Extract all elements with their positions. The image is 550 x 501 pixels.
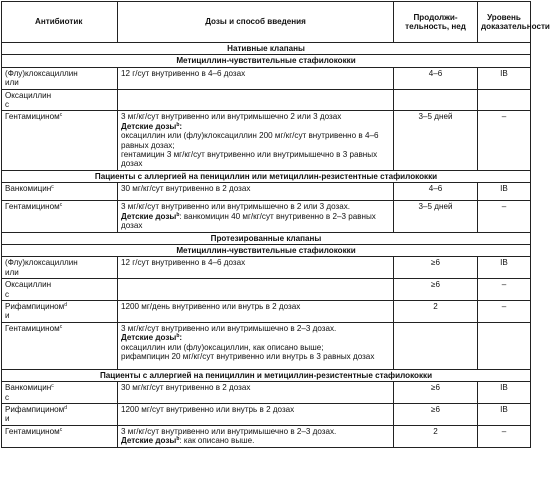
duration-cell: 3–5 дней [394, 111, 478, 170]
section-prosthetic-mss: Метициллин-чувствительные стафилококки [2, 244, 531, 256]
dose-text: 3 мг/кг/сут внутривенно или внутримышечно в 2–3 дозах. [121, 426, 337, 436]
table-row [2, 183, 531, 201]
dosing-table-document [1, 1, 550, 501]
evidence-cell: – [478, 111, 531, 170]
duration-cell: 2 [394, 425, 478, 447]
dose-cell [118, 425, 394, 447]
table-row [2, 201, 531, 232]
dose-text: 3 мг/кг/сут внутривенно или внутримышечно 2 или 3 дозах [121, 112, 342, 122]
drug-conjunction: или [5, 78, 19, 88]
footnote-mark: b [176, 333, 180, 340]
dose-text: : ванкомицин 40 мг/кг/сут внутривенно в 2–3 равных дозах [121, 211, 376, 231]
footnote-mark: b [176, 121, 180, 128]
drug-conjunction: и [5, 311, 10, 321]
pediatric-dose-label: Детские дозы [121, 436, 177, 446]
table-row [2, 257, 531, 279]
dose-text: рифампицин 20 мг/кг/сут внутривенно или внутрь в 3 равных дозах [121, 351, 375, 361]
dose-cell: 1200 мг/сут внутривенно или внутрь в 2 дозах [118, 403, 394, 425]
drug-name: Ванкомицин [5, 383, 52, 393]
drug-cell [2, 183, 118, 201]
duration-cell: 3–5 дней [394, 201, 478, 232]
duration-cell: ≥6 [394, 257, 478, 279]
drug-cell [2, 382, 118, 404]
pediatric-dose-label: Детские дозы [121, 333, 177, 343]
footnote-mark: b [176, 436, 180, 443]
footnote-mark: c [59, 112, 63, 119]
table-row [2, 67, 531, 89]
drug-conjunction: с [5, 289, 10, 299]
table-row [2, 382, 531, 404]
dose-cell: 12 г/сут внутривенно в 4–6 дозах [118, 257, 394, 279]
dose-cell [118, 322, 394, 369]
drug-name: Ванкомицин [5, 184, 52, 194]
dose-cell: 1200 мг/день внутривенно или внутрь в 2 дозах [118, 300, 394, 322]
drug-name: Рифампицином [5, 301, 65, 311]
duration-cell: 4–6 [394, 183, 478, 201]
evidence-cell: – [478, 279, 531, 301]
section-prosthetic-valves: Протезированные клапаны [2, 232, 531, 244]
footnote-mark: c [51, 184, 54, 191]
pediatric-colon: : [179, 121, 183, 131]
pediatric-dose-label: Детские дозы [121, 121, 177, 131]
header-antibiotic: Антибиотик [2, 2, 118, 43]
section-native-valves: Нативные клапаны [2, 43, 531, 55]
dose-cell [118, 111, 394, 170]
pediatric-dose-label: Детские дозы [121, 211, 177, 221]
dose-cell [118, 89, 394, 111]
table-row [2, 403, 531, 425]
drug-conjunction: с [5, 392, 10, 402]
drug-name: Рифампицином [5, 404, 65, 414]
dose-text: 3 мг/кг/сут внутривенно или внутримышечно в 2–3 дозах. [121, 323, 337, 333]
table-row [2, 111, 531, 170]
duration-cell: ≥6 [394, 279, 478, 301]
footnote-mark: c [51, 383, 54, 390]
evidence-cell: IB [478, 403, 531, 425]
footnote-mark: c [59, 323, 63, 330]
drug-name: Оксациллин [5, 280, 52, 290]
evidence-cell: IB [478, 257, 531, 279]
antibiotic-dosing-table [1, 1, 550, 448]
duration-cell: 2 [394, 300, 478, 322]
drug-name: Гентамицином [5, 426, 60, 436]
dose-cell: 12 г/сут внутривенно в 4–6 дозах [118, 67, 394, 89]
drug-cell [2, 201, 118, 232]
section-row [2, 55, 531, 67]
drug-name: Гентамицином [5, 112, 60, 122]
footnote-mark: c [59, 426, 63, 433]
section-row [2, 170, 531, 182]
drug-cell [2, 111, 118, 170]
dose-text: оксациллин или (флу)оксациллин, как описано выше; [121, 342, 324, 352]
dose-text: оксациллин или (флу)клоксациллин 200 мг/кг/сут внутривенно в 4–6 равных дозах; [121, 131, 379, 150]
section-row [2, 232, 531, 244]
drug-conjunction: с [5, 100, 10, 110]
drug-conjunction: и [5, 414, 10, 424]
table-row [2, 279, 531, 301]
section-row [2, 369, 531, 381]
drug-name: Оксациллин [5, 90, 52, 100]
dose-text: 3 мг/кг/сут внутривенно или внутримышечно в 2 или 3 дозах. [121, 202, 351, 212]
dose-text: : как описано выше. [179, 436, 255, 446]
section-prosthetic-allergy: Пациенты с аллергией на пенициллин и метициллин-резистентные стафилококки [2, 369, 531, 381]
header-dose: Дозы и способ введения [118, 2, 394, 43]
table-row [2, 425, 531, 447]
drug-cell [2, 403, 118, 425]
drug-cell [2, 300, 118, 322]
duration-cell [394, 89, 478, 111]
drug-cell [2, 425, 118, 447]
footnote-mark: d [64, 404, 68, 411]
dose-cell [118, 279, 394, 301]
drug-cell [2, 322, 118, 369]
table-header-row [2, 2, 531, 43]
drug-cell [2, 67, 118, 89]
section-native-allergy: Пациенты с аллергией на пенициллин или метициллин-резистентные стафилококки [2, 170, 531, 182]
table-row [2, 89, 531, 111]
evidence-cell: IB [478, 382, 531, 404]
evidence-cell: – [478, 425, 531, 447]
duration-cell: 4–6 [394, 67, 478, 89]
header-duration: Продолжи-тельность, нед [394, 2, 478, 43]
drug-cell [2, 279, 118, 301]
pediatric-colon: : [179, 333, 183, 343]
drug-name: Гентамицином [5, 202, 60, 212]
evidence-cell: – [478, 300, 531, 322]
duration-cell [394, 322, 478, 369]
evidence-cell: IB [478, 183, 531, 201]
footnote-mark: c [59, 202, 63, 209]
dose-text: гентамицин 3 мг/кг/сут внутривенно или внутримышечно в 3 равных дозах [121, 150, 378, 169]
drug-name: (Флу)клоксациллин [5, 68, 78, 78]
footnote-mark: d [64, 301, 68, 308]
header-evidence: Уровень доказательности [478, 2, 531, 43]
duration-cell: ≥6 [394, 403, 478, 425]
evidence-cell [478, 322, 531, 369]
section-native-mss: Метициллин-чувствительные стафилококки [2, 55, 531, 67]
footnote-mark: b [176, 211, 180, 218]
evidence-cell [478, 89, 531, 111]
dose-cell: 30 мг/кг/сут внутривенно в 2 дозах [118, 382, 394, 404]
table-row [2, 322, 531, 369]
evidence-cell: IB [478, 67, 531, 89]
drug-name: Гентамицином [5, 323, 60, 333]
drug-name: (Флу)клоксациллин [5, 258, 78, 268]
drug-cell [2, 257, 118, 279]
dose-cell [118, 201, 394, 232]
evidence-cell: – [478, 201, 531, 232]
duration-cell: ≥6 [394, 382, 478, 404]
section-row [2, 43, 531, 55]
table-row [2, 300, 531, 322]
section-row [2, 244, 531, 256]
dose-cell: 30 мг/кг/сут внутривенно в 2 дозах [118, 183, 394, 201]
drug-cell [2, 89, 118, 111]
drug-conjunction: или [5, 267, 19, 277]
